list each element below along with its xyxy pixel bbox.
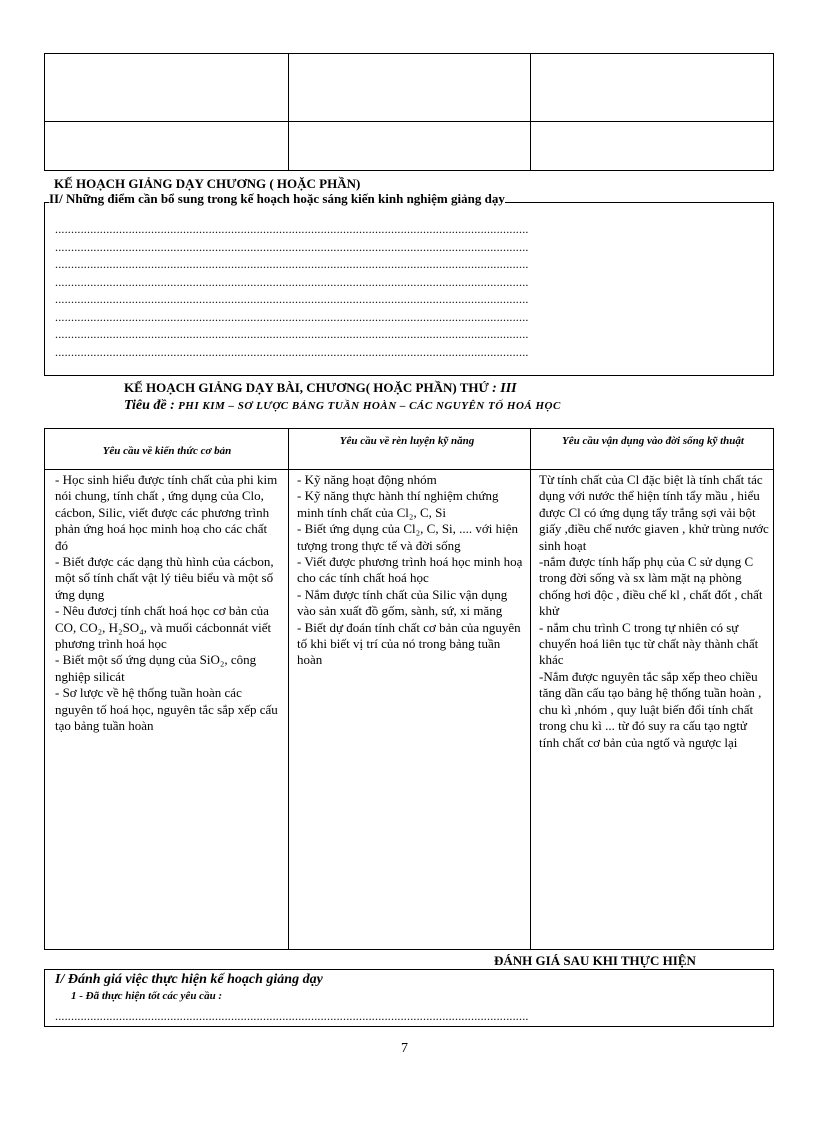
section1-subtitle: II/ Những điểm cần bổ sung trong kế hoạch hoặc sáng kiến kinh nghiệm giảng dạy bbox=[49, 191, 505, 206]
column-header-knowledge: Yêu cầu về kiến thức cơ bản bbox=[102, 445, 232, 457]
section2-title-text: KẾ HOẠCH GIẢNG DẠY BÀI, CHƯƠNG( HOẶC PHẦN) THỨ bbox=[124, 380, 489, 395]
dotted-line: .................................................................................................................................................... bbox=[55, 257, 529, 271]
dotted-line: .................................................................................................................................................... bbox=[55, 309, 529, 324]
plan-table-vline-2 bbox=[530, 429, 531, 949]
dotted-line: .................................................................................................................................................... bbox=[55, 344, 529, 359]
section3-box bbox=[44, 969, 774, 1027]
top-table bbox=[44, 53, 774, 171]
section3-title: ĐÁNH GIÁ SAU KHI THỰC HIỆN bbox=[494, 953, 696, 968]
dotted-line: .................................................................................................................................................... bbox=[55, 292, 529, 306]
section2-title-num: : III bbox=[492, 381, 517, 396]
dotted-lines bbox=[55, 221, 763, 361]
top-table-hline bbox=[45, 121, 773, 122]
section3-item1: 1 - Đã thực hiện tốt các yêu cầu : bbox=[71, 990, 223, 1002]
plan-table-vline-1 bbox=[288, 429, 289, 949]
dotted-line: .................................................................................................................................................... bbox=[55, 327, 529, 341]
subject-label: Tiêu đề : bbox=[124, 398, 175, 413]
section1-title: KẾ HOẠCH GIẢNG DẠY CHƯƠNG ( HOẶC PHẦN) bbox=[54, 176, 361, 191]
section2-title bbox=[124, 380, 517, 397]
subject-value: PHI KIM – SƠ LƯỢC BẢNG TUẦN HOÀN – CÁC NGUYÊN TỐ HOÁ HỌC bbox=[178, 400, 561, 412]
dotted-line: .................................................................................................................................................... bbox=[55, 274, 529, 289]
plan-table-header-line bbox=[45, 469, 773, 470]
column-text-skills: - Kỹ năng hoạt động nhóm - Kỹ năng thực hành thí nghiệm chứng minh tính chất của Cl₂, C, Si - Biết ứng dụng của Cl₂, C, Si, .... với hiện tượng trong thực tế và đời sống - Viết được phương trình hoá học minh hoạ cho các tính chất hoá học - Nắm được tính chất của Silic vận dụng vào sản xuất đồ gốm, sành, sứ, xi măng - Biết dự đoán tính chất cơ bản của nguyên tố khi biết vị trí của nó trong bảng tuần hoàn bbox=[297, 472, 523, 668]
section1-box bbox=[44, 191, 774, 376]
top-table-vline-1 bbox=[288, 54, 289, 170]
page-number: 7 bbox=[401, 1041, 408, 1056]
section2-subject bbox=[124, 398, 744, 413]
section3-subtitle: I/ Đánh giá việc thực hiện kế hoạch giảng dạy bbox=[55, 972, 323, 987]
column-header-application: Yêu cầu vận dụng vào đời sống kỹ thuật bbox=[562, 435, 744, 447]
column-header-skills: Yêu cầu về rèn luyện kỹ năng bbox=[339, 435, 475, 447]
top-table-vline-2 bbox=[530, 54, 531, 170]
dotted-line: .................................................................................................................................................... bbox=[55, 222, 529, 236]
column-text-application: Từ tính chất của Cl đặc biệt là tính chất tác dụng với nước thể hiện tính tẩy mầu , hiểu được Cl có ứng dụng tẩy trắng sợi vải bột giấy ,điều chế nước giaven , khử trùng nước sinh hoạt -nắm được tính hấp phụ của C sử dụng C trong đời sống và sx làm mặt nạ phòng chống hơi độc , điều chế kl , chất đốt , chất khử - nắm chu trình C trong tự nhiên có sự chuyển hoá liên tục từ chất này thành chất khác -Nắm được nguyên tắc sắp xếp theo chiều tăng dần cấu tạo bảng hệ thống tuần hoàn , chu kì ,nhóm , quy luật biến đổi tính chất trong chu kì ... từ đó suy ra cấu tạo ngtử tính chất cơ bản của ngtố và ngược lại bbox=[539, 472, 769, 750]
section3-dotted-line: .................................................................................................................................................... bbox=[55, 1009, 529, 1023]
column-text-knowledge: - Học sinh hiểu được tính chất của phi kim nói chung, tính chất , ứng dụng của Clo, cácbon, Silic, viết được các phương trình phản ứng hoá học minh hoạ cho các chất đó - Biết được các dạng thù hình của cácbon, một số tính chất vật lý tiêu biểu và một số ứng dụng - Nêu đươcj tính chất hoá học cơ bản của CO, CO₂, H₂SO₄, và muối cácbonnát viết phương trình hoá học - Biết một số ứng dụng của SiO₂, công nghiệp silicát - Sơ lược về hệ thống tuần hoàn các nguyên tố hoá học, nguyên tắc sắp xếp cấu tạo bảng tuần hoàn bbox=[55, 472, 278, 734]
plan-table bbox=[44, 428, 774, 950]
dotted-line: .................................................................................................................................................... bbox=[55, 239, 529, 254]
